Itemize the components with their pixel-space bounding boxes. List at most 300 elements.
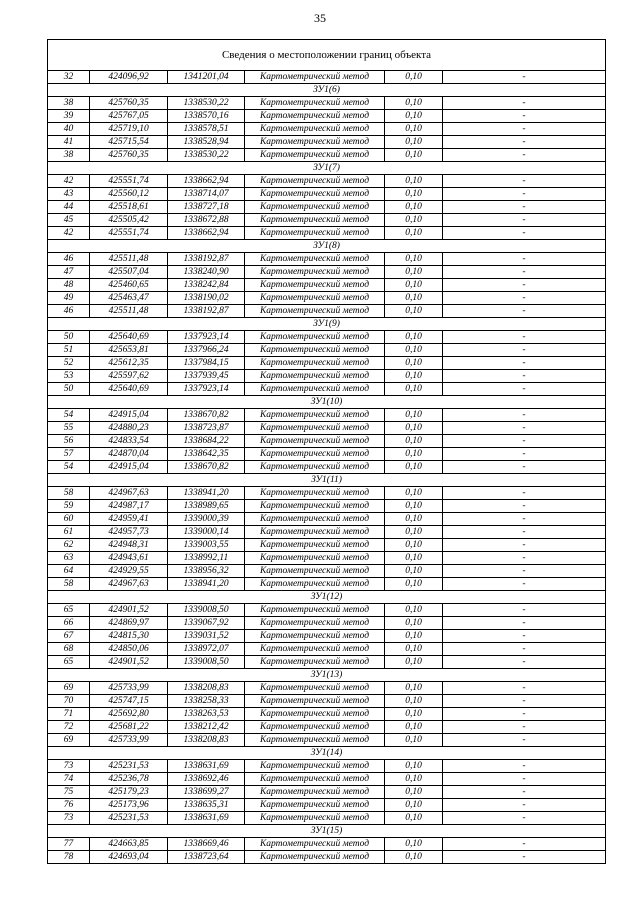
method: Картометрический метод <box>245 695 385 708</box>
coord-x: 425733,99 <box>90 734 168 747</box>
description: - <box>443 851 606 864</box>
method: Картометрический метод <box>245 617 385 630</box>
coord-x: 425681,22 <box>90 721 168 734</box>
table-row <box>48 409 606 422</box>
coord-x: 424869,97 <box>90 617 168 630</box>
table-row <box>48 656 606 669</box>
method: Картометрический метод <box>245 305 385 318</box>
description: - <box>443 812 606 825</box>
coord-y: 1338192,87 <box>168 253 245 266</box>
table-row <box>48 253 606 266</box>
precision: 0,10 <box>385 734 443 747</box>
description: - <box>443 435 606 448</box>
page-number: 35 <box>314 11 326 25</box>
precision: 0,10 <box>385 448 443 461</box>
precision: 0,10 <box>385 461 443 474</box>
point-number: 48 <box>48 279 90 292</box>
coord-x: 425760,35 <box>90 97 168 110</box>
precision: 0,10 <box>385 201 443 214</box>
precision: 0,10 <box>385 227 443 240</box>
coord-x: 424663,85 <box>90 838 168 851</box>
coord-x: 425460,65 <box>90 279 168 292</box>
table-row <box>48 799 606 812</box>
coord-y: 1337966,24 <box>168 344 245 357</box>
coord-x: 425747,15 <box>90 695 168 708</box>
precision: 0,10 <box>385 331 443 344</box>
description: - <box>443 487 606 500</box>
coord-x: 424870,04 <box>90 448 168 461</box>
coord-y: 1338192,87 <box>168 305 245 318</box>
point-number: 66 <box>48 617 90 630</box>
precision: 0,10 <box>385 188 443 201</box>
table-row <box>48 721 606 734</box>
point-number: 54 <box>48 461 90 474</box>
description: - <box>443 799 606 812</box>
precision: 0,10 <box>385 71 443 84</box>
coord-y: 1338635,31 <box>168 799 245 812</box>
group-header-row <box>48 84 606 97</box>
coord-x: 425692,80 <box>90 708 168 721</box>
coord-x: 424915,04 <box>90 461 168 474</box>
description: - <box>443 201 606 214</box>
description: - <box>443 695 606 708</box>
description: - <box>443 604 606 617</box>
coord-x: 425505,42 <box>90 214 168 227</box>
method: Картометрический метод <box>245 188 385 201</box>
point-number: 39 <box>48 110 90 123</box>
precision: 0,10 <box>385 773 443 786</box>
coord-x: 425511,48 <box>90 305 168 318</box>
method: Картометрический метод <box>245 435 385 448</box>
method: Картометрический метод <box>245 513 385 526</box>
coord-y: 1338528,94 <box>168 136 245 149</box>
table-row <box>48 266 606 279</box>
precision: 0,10 <box>385 539 443 552</box>
table-row <box>48 357 606 370</box>
table-row <box>48 643 606 656</box>
group-label: ЗУ1(8) <box>48 240 606 253</box>
method: Картометрический метод <box>245 97 385 110</box>
method: Картометрический метод <box>245 253 385 266</box>
description: - <box>443 539 606 552</box>
method: Картометрический метод <box>245 214 385 227</box>
description: - <box>443 97 606 110</box>
point-number: 70 <box>48 695 90 708</box>
coord-x: 425719,10 <box>90 123 168 136</box>
coord-y: 1338670,82 <box>168 461 245 474</box>
table-row <box>48 201 606 214</box>
precision: 0,10 <box>385 656 443 669</box>
method: Картометрический метод <box>245 357 385 370</box>
table-row <box>48 279 606 292</box>
coord-x: 424901,52 <box>90 604 168 617</box>
precision: 0,10 <box>385 513 443 526</box>
precision: 0,10 <box>385 487 443 500</box>
method: Картометрический метод <box>245 266 385 279</box>
coord-x: 425597,62 <box>90 370 168 383</box>
description: - <box>443 526 606 539</box>
coord-y: 1338240,90 <box>168 266 245 279</box>
method: Картометрический метод <box>245 760 385 773</box>
description: - <box>443 578 606 591</box>
point-number: 38 <box>48 97 90 110</box>
point-number: 69 <box>48 734 90 747</box>
description: - <box>443 760 606 773</box>
coord-y: 1338992,11 <box>168 552 245 565</box>
description: - <box>443 292 606 305</box>
table-row <box>48 617 606 630</box>
coord-x: 425653,81 <box>90 344 168 357</box>
coord-x: 425236,78 <box>90 773 168 786</box>
method: Картометрический метод <box>245 851 385 864</box>
method: Картометрический метод <box>245 552 385 565</box>
point-number: 54 <box>48 409 90 422</box>
method: Картометрический метод <box>245 227 385 240</box>
point-number: 75 <box>48 786 90 799</box>
precision: 0,10 <box>385 760 443 773</box>
coord-y: 1338941,20 <box>168 487 245 500</box>
group-header-row <box>48 396 606 409</box>
table-title-row <box>48 40 606 71</box>
point-number: 63 <box>48 552 90 565</box>
method: Картометрический метод <box>245 136 385 149</box>
precision: 0,10 <box>385 617 443 630</box>
group-label: ЗУ1(10) <box>48 396 606 409</box>
group-label: ЗУ1(15) <box>48 825 606 838</box>
description: - <box>443 188 606 201</box>
precision: 0,10 <box>385 838 443 851</box>
method: Картометрический метод <box>245 578 385 591</box>
precision: 0,10 <box>385 266 443 279</box>
method: Картометрический метод <box>245 539 385 552</box>
group-label: ЗУ1(14) <box>48 747 606 760</box>
table-row <box>48 812 606 825</box>
method: Картометрический метод <box>245 734 385 747</box>
description: - <box>443 461 606 474</box>
description: - <box>443 682 606 695</box>
coord-y: 1338190,02 <box>168 292 245 305</box>
precision: 0,10 <box>385 565 443 578</box>
table-row <box>48 97 606 110</box>
method: Картометрический метод <box>245 383 385 396</box>
table-row <box>48 292 606 305</box>
precision: 0,10 <box>385 214 443 227</box>
coord-y: 1337984,15 <box>168 357 245 370</box>
group-header-row <box>48 162 606 175</box>
coord-x: 425612,35 <box>90 357 168 370</box>
coord-x: 424901,52 <box>90 656 168 669</box>
description: - <box>443 500 606 513</box>
method: Картометрический метод <box>245 344 385 357</box>
table-row <box>48 123 606 136</box>
table-row <box>48 448 606 461</box>
method: Картометрический метод <box>245 773 385 786</box>
coord-x: 424833,54 <box>90 435 168 448</box>
coord-x: 424959,41 <box>90 513 168 526</box>
description: - <box>443 786 606 799</box>
coord-y: 1337923,14 <box>168 331 245 344</box>
point-number: 58 <box>48 487 90 500</box>
table-row <box>48 760 606 773</box>
precision: 0,10 <box>385 383 443 396</box>
precision: 0,10 <box>385 97 443 110</box>
coord-x: 424943,61 <box>90 552 168 565</box>
description: - <box>443 643 606 656</box>
description: - <box>443 422 606 435</box>
precision: 0,10 <box>385 149 443 162</box>
table-row <box>48 838 606 851</box>
description: - <box>443 773 606 786</box>
point-number: 76 <box>48 799 90 812</box>
coord-y: 1338662,94 <box>168 227 245 240</box>
point-number: 40 <box>48 123 90 136</box>
group-header-row <box>48 825 606 838</box>
point-number: 59 <box>48 500 90 513</box>
description: - <box>443 838 606 851</box>
table-row <box>48 734 606 747</box>
point-number: 52 <box>48 357 90 370</box>
coord-y: 1339067,92 <box>168 617 245 630</box>
coord-y: 1339000,39 <box>168 513 245 526</box>
group-label: ЗУ1(6) <box>48 84 606 97</box>
coord-x: 424967,63 <box>90 487 168 500</box>
description: - <box>443 331 606 344</box>
table-row <box>48 71 606 84</box>
precision: 0,10 <box>385 812 443 825</box>
precision: 0,10 <box>385 344 443 357</box>
group-header-row <box>48 591 606 604</box>
coord-x: 425733,99 <box>90 682 168 695</box>
coord-x: 424096,92 <box>90 71 168 84</box>
precision: 0,10 <box>385 136 443 149</box>
table-row <box>48 513 606 526</box>
description: - <box>443 357 606 370</box>
method: Картометрический метод <box>245 721 385 734</box>
description: - <box>443 344 606 357</box>
method: Картометрический метод <box>245 630 385 643</box>
coord-x: 424880,23 <box>90 422 168 435</box>
method: Картометрический метод <box>245 838 385 851</box>
coord-x: 425640,69 <box>90 331 168 344</box>
table-row <box>48 110 606 123</box>
point-number: 69 <box>48 682 90 695</box>
coord-x: 425511,48 <box>90 253 168 266</box>
method: Картометрический метод <box>245 201 385 214</box>
table-row <box>48 188 606 201</box>
method: Картометрический метод <box>245 604 385 617</box>
method: Картометрический метод <box>245 565 385 578</box>
point-number: 46 <box>48 253 90 266</box>
coord-y: 1338723,87 <box>168 422 245 435</box>
table-row <box>48 773 606 786</box>
coord-y: 1338692,46 <box>168 773 245 786</box>
precision: 0,10 <box>385 695 443 708</box>
method: Картометрический метод <box>245 448 385 461</box>
point-number: 61 <box>48 526 90 539</box>
coord-y: 1338578,51 <box>168 123 245 136</box>
description: - <box>443 214 606 227</box>
point-number: 46 <box>48 305 90 318</box>
coord-y: 1338669,46 <box>168 838 245 851</box>
coord-y: 1337939,45 <box>168 370 245 383</box>
description: - <box>443 383 606 396</box>
coord-y: 1338242,84 <box>168 279 245 292</box>
table-row <box>48 227 606 240</box>
point-number: 74 <box>48 773 90 786</box>
precision: 0,10 <box>385 422 443 435</box>
point-number: 55 <box>48 422 90 435</box>
precision: 0,10 <box>385 604 443 617</box>
method: Картометрический метод <box>245 279 385 292</box>
coord-x: 425715,54 <box>90 136 168 149</box>
coord-y: 1338631,69 <box>168 760 245 773</box>
coord-y: 1338670,82 <box>168 409 245 422</box>
method: Картометрический метод <box>245 487 385 500</box>
coord-x: 425640,69 <box>90 383 168 396</box>
description: - <box>443 409 606 422</box>
coord-x: 424693,04 <box>90 851 168 864</box>
table-row <box>48 461 606 474</box>
point-number: 68 <box>48 643 90 656</box>
coord-x: 425173,96 <box>90 799 168 812</box>
coord-y: 1338684,22 <box>168 435 245 448</box>
precision: 0,10 <box>385 357 443 370</box>
point-number: 65 <box>48 656 90 669</box>
point-number: 64 <box>48 565 90 578</box>
coord-x: 425518,61 <box>90 201 168 214</box>
description: - <box>443 71 606 84</box>
point-number: 51 <box>48 344 90 357</box>
table-row <box>48 305 606 318</box>
coord-x: 425463,47 <box>90 292 168 305</box>
table-row <box>48 370 606 383</box>
table-row <box>48 786 606 799</box>
group-header-row <box>48 747 606 760</box>
method: Картометрический метод <box>245 331 385 344</box>
coord-y: 1338208,83 <box>168 682 245 695</box>
coord-y: 1339008,50 <box>168 604 245 617</box>
point-number: 56 <box>48 435 90 448</box>
table-row <box>48 214 606 227</box>
description: - <box>443 136 606 149</box>
method: Картометрический метод <box>245 643 385 656</box>
precision: 0,10 <box>385 630 443 643</box>
precision: 0,10 <box>385 253 443 266</box>
coord-x: 424987,17 <box>90 500 168 513</box>
precision: 0,10 <box>385 682 443 695</box>
group-header-row <box>48 669 606 682</box>
description: - <box>443 279 606 292</box>
coord-y: 1339003,55 <box>168 539 245 552</box>
method: Картометрический метод <box>245 123 385 136</box>
precision: 0,10 <box>385 851 443 864</box>
group-header-row <box>48 474 606 487</box>
description: - <box>443 448 606 461</box>
point-number: 72 <box>48 721 90 734</box>
description: - <box>443 552 606 565</box>
precision: 0,10 <box>385 292 443 305</box>
table-row <box>48 383 606 396</box>
point-number: 71 <box>48 708 90 721</box>
table-row <box>48 149 606 162</box>
point-number: 60 <box>48 513 90 526</box>
description: - <box>443 253 606 266</box>
description: - <box>443 708 606 721</box>
precision: 0,10 <box>385 526 443 539</box>
coord-y: 1338972,07 <box>168 643 245 656</box>
point-number: 32 <box>48 71 90 84</box>
precision: 0,10 <box>385 435 443 448</box>
coord-x: 425231,53 <box>90 812 168 825</box>
point-number: 78 <box>48 851 90 864</box>
point-number: 58 <box>48 578 90 591</box>
group-label: ЗУ1(13) <box>48 669 606 682</box>
method: Картометрический метод <box>245 370 385 383</box>
method: Картометрический метод <box>245 71 385 84</box>
coord-y: 1338631,69 <box>168 812 245 825</box>
description: - <box>443 513 606 526</box>
coord-y: 1339008,50 <box>168 656 245 669</box>
table-row <box>48 695 606 708</box>
point-number: 49 <box>48 292 90 305</box>
coord-x: 424915,04 <box>90 409 168 422</box>
table-row <box>48 435 606 448</box>
coord-y: 1338642,35 <box>168 448 245 461</box>
coord-x: 424929,55 <box>90 565 168 578</box>
coord-y: 1339000,14 <box>168 526 245 539</box>
coord-y: 1338989,65 <box>168 500 245 513</box>
method: Картометрический метод <box>245 175 385 188</box>
point-number: 50 <box>48 331 90 344</box>
coord-x: 424948,31 <box>90 539 168 552</box>
precision: 0,10 <box>385 708 443 721</box>
precision: 0,10 <box>385 279 443 292</box>
description: - <box>443 370 606 383</box>
coord-x: 425231,53 <box>90 760 168 773</box>
table-row <box>48 539 606 552</box>
coord-y: 1338662,94 <box>168 175 245 188</box>
point-number: 45 <box>48 214 90 227</box>
precision: 0,10 <box>385 370 443 383</box>
coord-x: 424967,63 <box>90 578 168 591</box>
coord-x: 425551,74 <box>90 175 168 188</box>
description: - <box>443 305 606 318</box>
table-row <box>48 500 606 513</box>
point-number: 42 <box>48 227 90 240</box>
point-number: 73 <box>48 760 90 773</box>
coord-y: 1338212,42 <box>168 721 245 734</box>
table-row <box>48 175 606 188</box>
description: - <box>443 630 606 643</box>
description: - <box>443 617 606 630</box>
coord-y: 1338530,22 <box>168 97 245 110</box>
coord-y: 1337923,14 <box>168 383 245 396</box>
coord-y: 1338208,83 <box>168 734 245 747</box>
coord-y: 1338672,88 <box>168 214 245 227</box>
description: - <box>443 656 606 669</box>
point-number: 57 <box>48 448 90 461</box>
method: Картометрический метод <box>245 799 385 812</box>
method: Картометрический метод <box>245 461 385 474</box>
description: - <box>443 110 606 123</box>
table-row <box>48 526 606 539</box>
coord-y: 1338570,16 <box>168 110 245 123</box>
precision: 0,10 <box>385 123 443 136</box>
group-label: ЗУ1(9) <box>48 318 606 331</box>
coord-x: 424850,06 <box>90 643 168 656</box>
coord-x: 425551,74 <box>90 227 168 240</box>
point-number: 38 <box>48 149 90 162</box>
